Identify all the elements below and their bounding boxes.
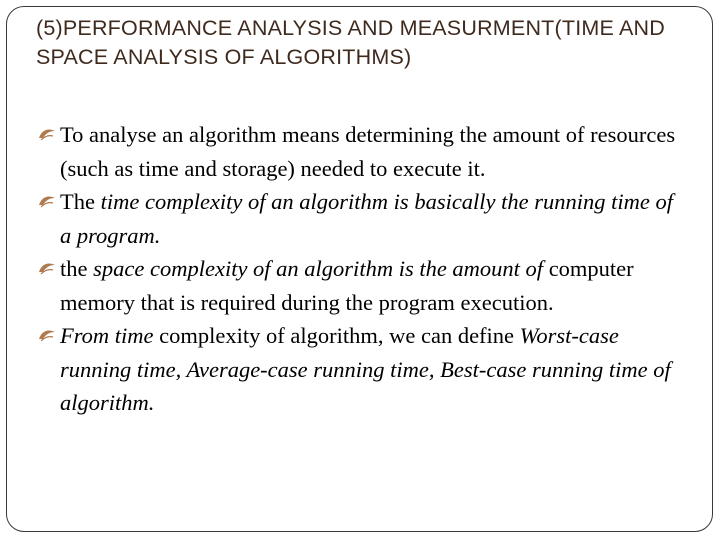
bullet-text-rest: computer memory that is required during the program execution. bbox=[60, 256, 634, 315]
flourish-bullet-icon bbox=[37, 325, 57, 345]
slide-title: (5)PERFORMANCE ANALYSIS AND MEASURMENT(TIME AND SPACE ANALYSIS OF ALGORITHMS) bbox=[36, 16, 666, 69]
bullet-text-italic-2: Worst-case running time, Average-case running time, Best-case running time of algorithm. bbox=[60, 323, 671, 415]
bullet-item-running-time-cases bbox=[36, 319, 676, 420]
bullet-item-space-complexity bbox=[36, 252, 676, 319]
flourish-bullet-icon bbox=[37, 191, 57, 211]
bullet-text-italic: From time bbox=[60, 323, 154, 348]
bullet-text-italic: time complexity of an algorithm is basically the running time of a program. bbox=[60, 189, 674, 248]
bullet-text-italic: space complexity of an algorithm is the amount of bbox=[93, 256, 544, 281]
bullet-item-resources bbox=[36, 118, 676, 185]
flourish-bullet-icon bbox=[37, 258, 57, 278]
bullet-item-time-complexity bbox=[36, 185, 676, 252]
bullet-text-plain: complexity of algorithm, we can define bbox=[153, 323, 520, 348]
bullet-text-plain: the bbox=[60, 256, 94, 281]
bullet-text-plain: The bbox=[60, 189, 101, 214]
bullet-text: To analyse an algorithm means determining the amount of resources (such as time and storage) needed to execute it. bbox=[60, 122, 676, 181]
flourish-bullet-icon bbox=[37, 124, 57, 144]
bullet-list bbox=[36, 118, 676, 420]
